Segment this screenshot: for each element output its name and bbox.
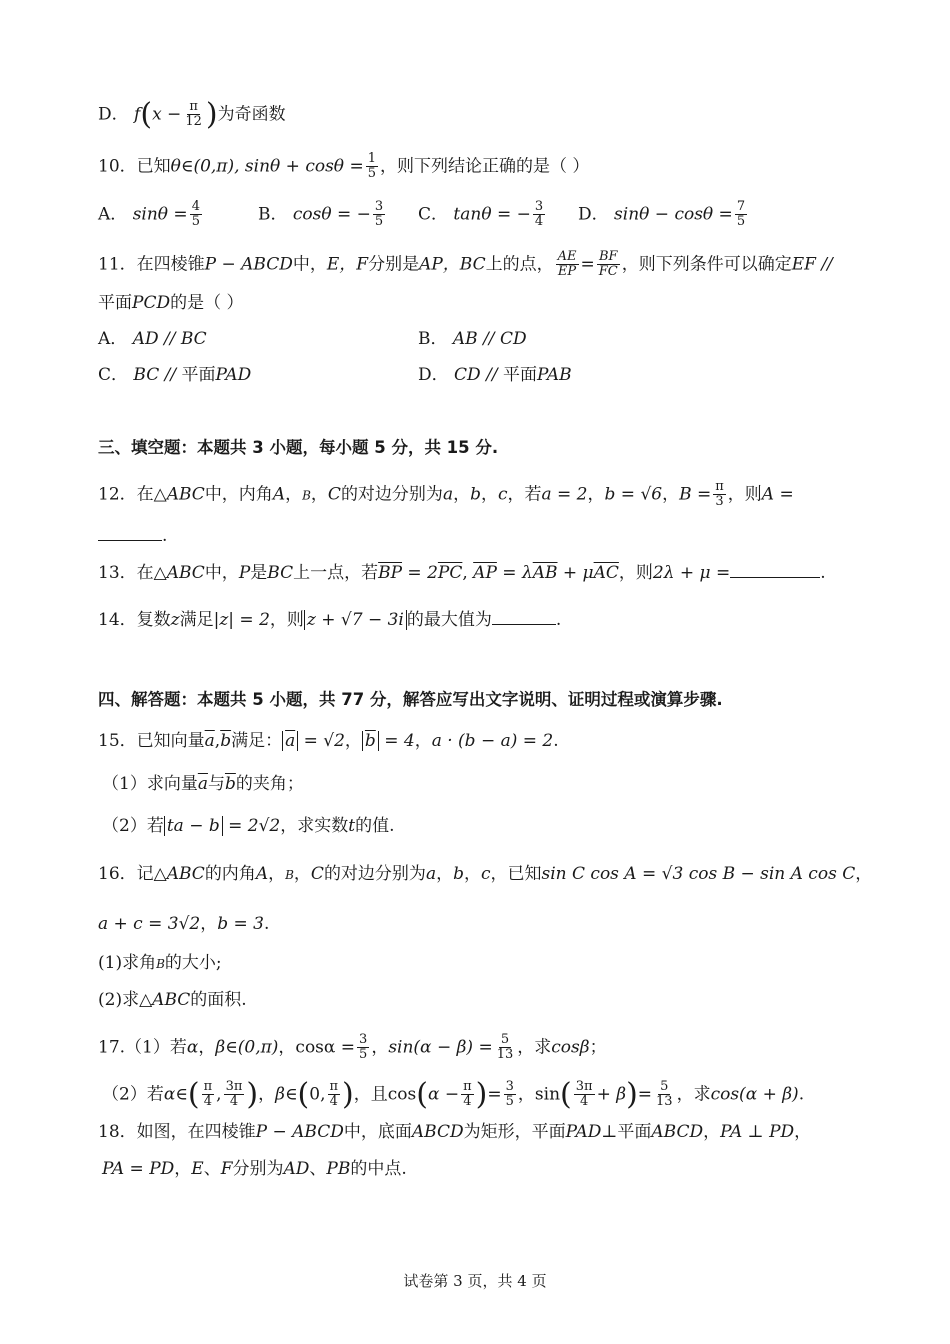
section-heading-solution: 四、解答题：本题共 5 小题，共 77 分，解答应写出文字说明、证明过程或演算步骤.	[98, 690, 723, 709]
q10-option-b: B． cosθ = − $\frac{3}{5}$	[258, 199, 384, 230]
q14-stem: 14．复数z满足|z| = 2，则 z + √7 − 3i 的最大值为 .	[98, 610, 562, 630]
q11-option-c: C． BC // 平面PAD	[98, 365, 252, 385]
q11-stem-line2: 平面PCD的是（ ）	[98, 293, 244, 313]
q16-part-1: (1)求角B的大小;	[98, 953, 222, 973]
q16-stem: 16．记△ABC的内角A，B，C的对边分别为a，b，c，已知sin C cos A = √3 cos B − sin A cos C，	[98, 864, 873, 884]
page-footer: 试卷第 3 页，共 4 页	[403, 1272, 547, 1290]
answer-line[interactable]	[98, 539, 162, 541]
q16-conditions: a + c = 3√2，b = 3.	[98, 914, 270, 934]
fraction: $\frac{\pi}{12}$	[185, 99, 202, 130]
q11-stem: 11．在四棱锥P − ABCD中，E，F分别是AP，BC上的点， $\frac{AE}{EP}$ = $\frac{BF}{FC}$ ，则下列条件可以确定EF //	[98, 249, 833, 280]
q17-part-1: 17.（1）若α，β∈(0,π)，cosα = $\frac{3}{5}$ ，sin(α − β) = $\frac{5}{13}$ ，求cosβ；	[98, 1032, 607, 1063]
q12-stem: 12．在△ABC中，内角A，B，C的对边分别为a，b，c，若a = 2，b = √6，B = $\frac{\pi}{3}$ ，则A =	[98, 479, 794, 510]
q11-option-d: D． CD // 平面PAB	[418, 365, 572, 385]
q15-part-1: （1）求向量$\overline{a}$与$\overline{b}$的夹角；	[102, 774, 304, 794]
section-heading-fill-in: 三、填空题：本题共 3 小题，每小题 5 分，共 15 分.	[98, 438, 499, 457]
q15-part-2: （2）若 ta − b = 2√2，求实数t的值.	[102, 816, 395, 836]
q10-option-d: D． sinθ − cosθ = $\frac{7}{5}$	[578, 199, 746, 230]
q16-part-2: (2)求△ABC的面积.	[98, 990, 247, 1010]
q18-stem-line2: PA = PD，E、F分别为AD、PB的中点.	[102, 1159, 407, 1179]
q17-part-2: （2）若α∈( $\frac{\pi}{4}$ , $\frac{3\pi}{4}$ )，β∈(0, $\frac{\pi}{4}$ )，且cos(α − $\frac{\pi}{4}$ )= $\frac{3}{5}$ ，sin( $\frac{3\pi}{4}$ + β)= $\frac{5}{13}$ ，求cos(α + β).	[102, 1077, 805, 1113]
q11-option-a: A． AD // BC	[98, 329, 207, 349]
q13-stem: 13．在△ABC中，P是BC上一点，若$\overline{BP} = 2\overline{PC}$, $\overline{AP} = \lambda\overline{AB} + \mu\overline{AC}$，则2λ + μ = .	[98, 563, 826, 583]
q12-answer-blank[interactable]: .	[98, 528, 167, 545]
answer-line[interactable]	[730, 576, 820, 578]
q11-option-b: B． AB // CD	[418, 329, 527, 349]
q10-option-c: C． tanθ = − $\frac{3}{4}$	[418, 199, 544, 230]
q10-option-a: A． sinθ = $\frac{4}{5}$	[98, 199, 200, 230]
q10-stem: 10．已知θ∈(0,π), sinθ + cosθ = $\frac{1}{5}$ ，则下列结论正确的是（ ）	[98, 151, 590, 182]
answer-line[interactable]	[492, 623, 556, 625]
q18-stem: 18．如图，在四棱锥P − ABCD中，底面ABCD为矩形，平面PAD⊥平面ABCD，PA ⊥ PD，	[98, 1122, 812, 1142]
q15-stem: 15．已知向量$\overline{a},\overline{b}$满足： $\overline{a} = √2$， $\overline{b} = 4$，a · (b − a) = 2.	[98, 731, 559, 751]
q9-option-d: D． f(x − $\frac{\pi}{12}$ )为奇函数	[98, 97, 286, 133]
